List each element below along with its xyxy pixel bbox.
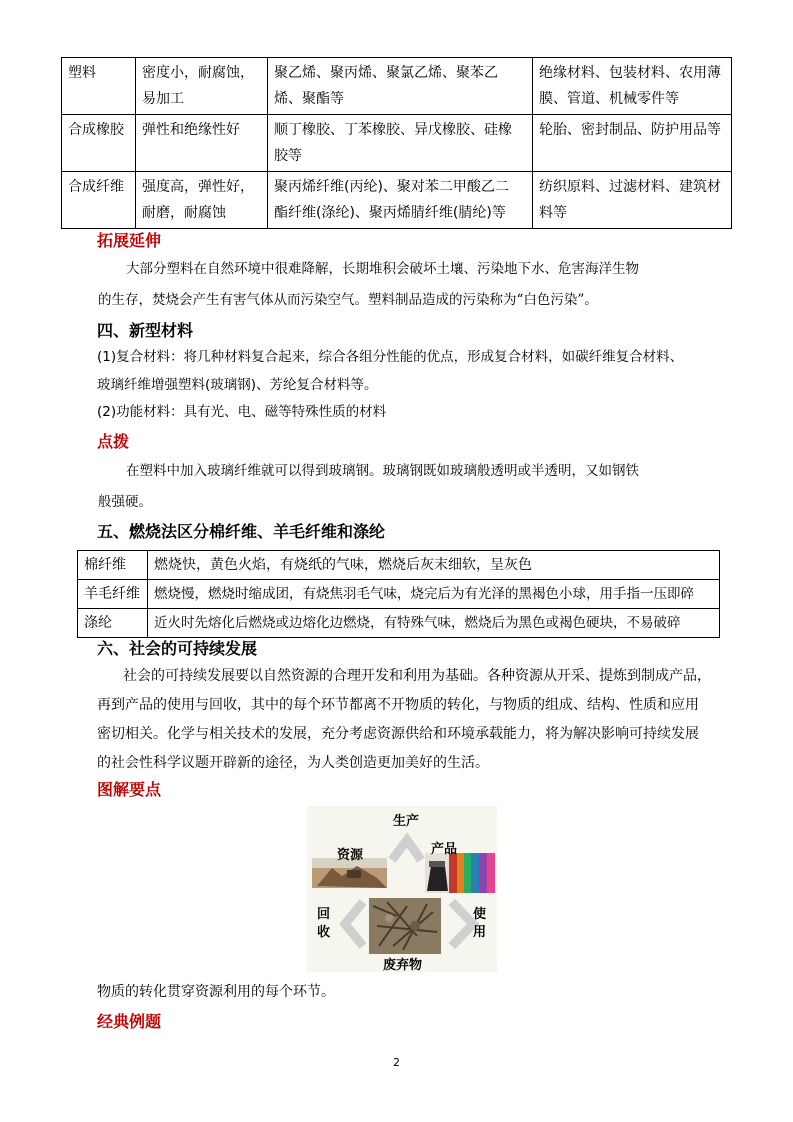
- resource-cycle-diagram: [307, 806, 497, 972]
- material-props: 强度高，弹性好， 耐磨，耐腐蚀: [136, 172, 268, 229]
- cycle-arrows: [307, 806, 497, 972]
- material-examples: 聚丙烯纤维(丙纶)、聚对苯二甲酸乙二 酯纤维(涤纶)、聚丙烯腈纤维(腈纶)等: [268, 172, 533, 229]
- produce-arrow: [392, 840, 421, 860]
- fiber-desc: 近火时先熔化后燃烧或边熔化边燃烧，有特殊气味，燃烧后为黑色或褐色硬块，不易破碎: [148, 609, 720, 638]
- material-name: 合成橡胶: [62, 115, 136, 172]
- fiber-desc: 燃烧快，黄色火焰，有烧纸的气味，燃烧后灰末细软，呈灰色: [148, 551, 720, 580]
- waste-image: [369, 898, 441, 954]
- fiber-burn-table: [77, 550, 720, 638]
- label-waste: 废弃物: [383, 958, 423, 973]
- section4-text: (1)复合材料：将几种材料复合起来，综合各组分性能的优点，形成复合材料，如碳纤维复合材料、 玻璃纤维增强塑料(玻璃钢)、芳纶复合材料等。 (2)功能材料：具有光、电、磁等特殊性质的材料: [97, 349, 684, 420]
- material-props: 密度小，耐腐蚀， 易加工: [136, 58, 268, 115]
- material-uses: 纺织原料、过滤材料、建筑材 料等: [533, 172, 732, 229]
- tip-text: 在塑料中加入玻璃纤维就可以得到玻璃钢。玻璃钢既如玻璃般透明或半透明，又如钢铁 般强硬。: [98, 463, 639, 510]
- section6-heading: 六、社会的可持续发展: [97, 639, 258, 658]
- fiber-name: 棉纤维: [78, 551, 148, 580]
- page-number: 2: [393, 1056, 400, 1069]
- table-row: [62, 115, 732, 172]
- product-image: [425, 853, 495, 893]
- recycle-arrow: [345, 902, 363, 946]
- extension-heading: 拓展延伸: [97, 231, 162, 250]
- section5-heading: 五、燃烧法区分棉纤维、羊毛纤维和涤纶: [97, 522, 386, 541]
- section4-heading: 四、新型材料: [97, 321, 194, 340]
- label-use: 使用: [473, 907, 487, 940]
- table-row: [78, 609, 720, 638]
- fiber-desc: 燃烧慢，燃烧时缩成团，有烧焦羽毛气味，烧完后为有光泽的黑褐色小球，用手指一压即碎: [148, 580, 720, 609]
- label-resource: 资源: [337, 848, 364, 863]
- extension-text: 大部分塑料在自然环境中很难降解，长期堆积会破坏土壤、污染地下水、危害海洋生物 的生存，焚烧会产生有害气体从而污染空气。塑料制品造成的污染称为“白色污染”。: [98, 261, 639, 308]
- material-examples: 顺丁橡胶、丁苯橡胶、异戊橡胶、硅橡 胶等: [268, 115, 533, 172]
- fiber-name: 涤纶: [78, 609, 148, 638]
- material-uses: 绝缘材料、包装材料、农用薄 膜、管道、机械零件等: [533, 58, 732, 115]
- material-examples: 聚乙烯、聚丙烯、聚氯乙烯、聚苯乙 烯、聚酯等: [268, 58, 533, 115]
- material-props: 弹性和绝缘性好: [136, 115, 268, 172]
- diagram-caption: 物质的转化贯穿资源利用的每个环节。: [97, 984, 335, 1000]
- tip-heading: 点拨: [97, 432, 130, 451]
- diagram-heading: 图解要点: [97, 780, 162, 799]
- table-row: [62, 58, 732, 115]
- table-row: [78, 551, 720, 580]
- fiber-name: 羊毛纤维: [78, 580, 148, 609]
- use-arrow: [452, 902, 473, 946]
- material-name: 塑料: [62, 58, 136, 115]
- table-row: [62, 172, 732, 229]
- section6-text: 社会的可持续发展要以自然资源的合理开发和利用为基础。各种资源从开采、提炼到制成产品， 再到产品的使用与回收，其中的每个环节都离不开物质的转化，与物质的组成、结构、性质和应用 密切相关。化学与相关技术的发展，充分考虑资源供给和环境承载能力，将为解决影响可持续发展 的社会性科学议题开辟新的途径，为人类创造更加美好的生活。: [97, 668, 711, 771]
- table-row: [78, 580, 720, 609]
- label-produce: 生产: [393, 814, 420, 829]
- label-recycle: 回收: [317, 907, 331, 940]
- material-name: 合成纤维: [62, 172, 136, 229]
- examples-heading: 经典例题: [97, 1012, 162, 1031]
- materials-table: [61, 57, 732, 229]
- material-uses: 轮胎、密封制品、防护用品等: [533, 115, 732, 172]
- label-product: 产品: [431, 842, 458, 857]
